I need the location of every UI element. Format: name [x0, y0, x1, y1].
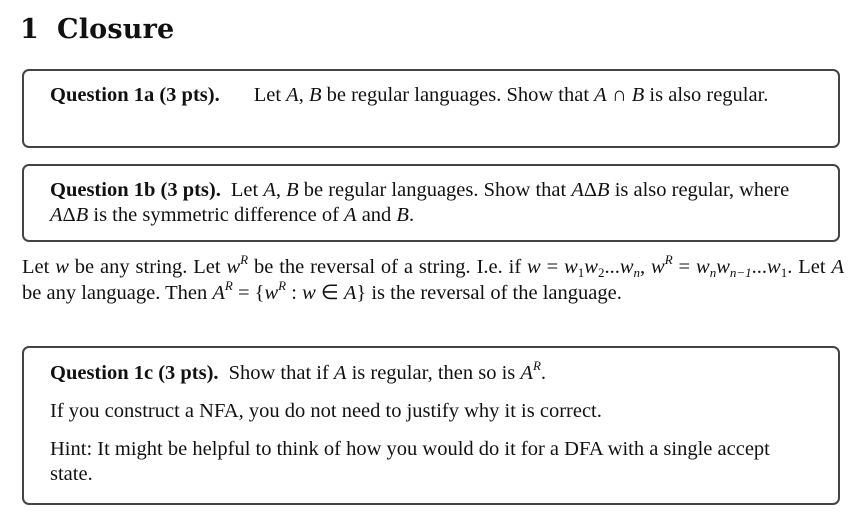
question-1c-nfa-note: If you construct a NFA, you do not need to justify why it is correct. [50, 400, 602, 422]
question-1b-text: Question 1b (3 pts). Let A, B be regular languages. Show that AΔB is also regular, where AΔB is the symmetric difference of A and B. [50, 179, 790, 226]
question-1c-label: Question 1c (3 pts). [50, 362, 219, 384]
question-1b-label: Question 1b (3 pts). [50, 179, 221, 201]
question-1a-label: Question 1a (3 pts). [50, 84, 220, 106]
question-1c-box [22, 346, 840, 505]
reversal-definition: Let w be any string. Let $w^R$ be the reversal of a string. I.e. if $w = w_1w_2...w_n$, $w^R = w_nw_{n-1}...w_1$. Let A be any language. Then $A^R = \{w^R$ : w ∈ A} is the reversal of the language. [22, 252, 844, 304]
question-1a-box [22, 69, 840, 148]
question-1a-text: Question 1a (3 pts). Let A, B be regular languages. Show that A ∩ B is also regular. [50, 84, 769, 106]
section-title: Closure [57, 14, 175, 45]
section-heading [20, 14, 174, 45]
question-1b-box [22, 164, 840, 242]
question-1c-hint: Hint: It might be helpful to think of how you would do it for a DFA with a single accept state. [50, 438, 770, 485]
question-1c-text: Question 1c (3 pts). Show that if A is regular, then so is $A^R$. [50, 358, 547, 384]
section-number: 1 [20, 14, 39, 45]
